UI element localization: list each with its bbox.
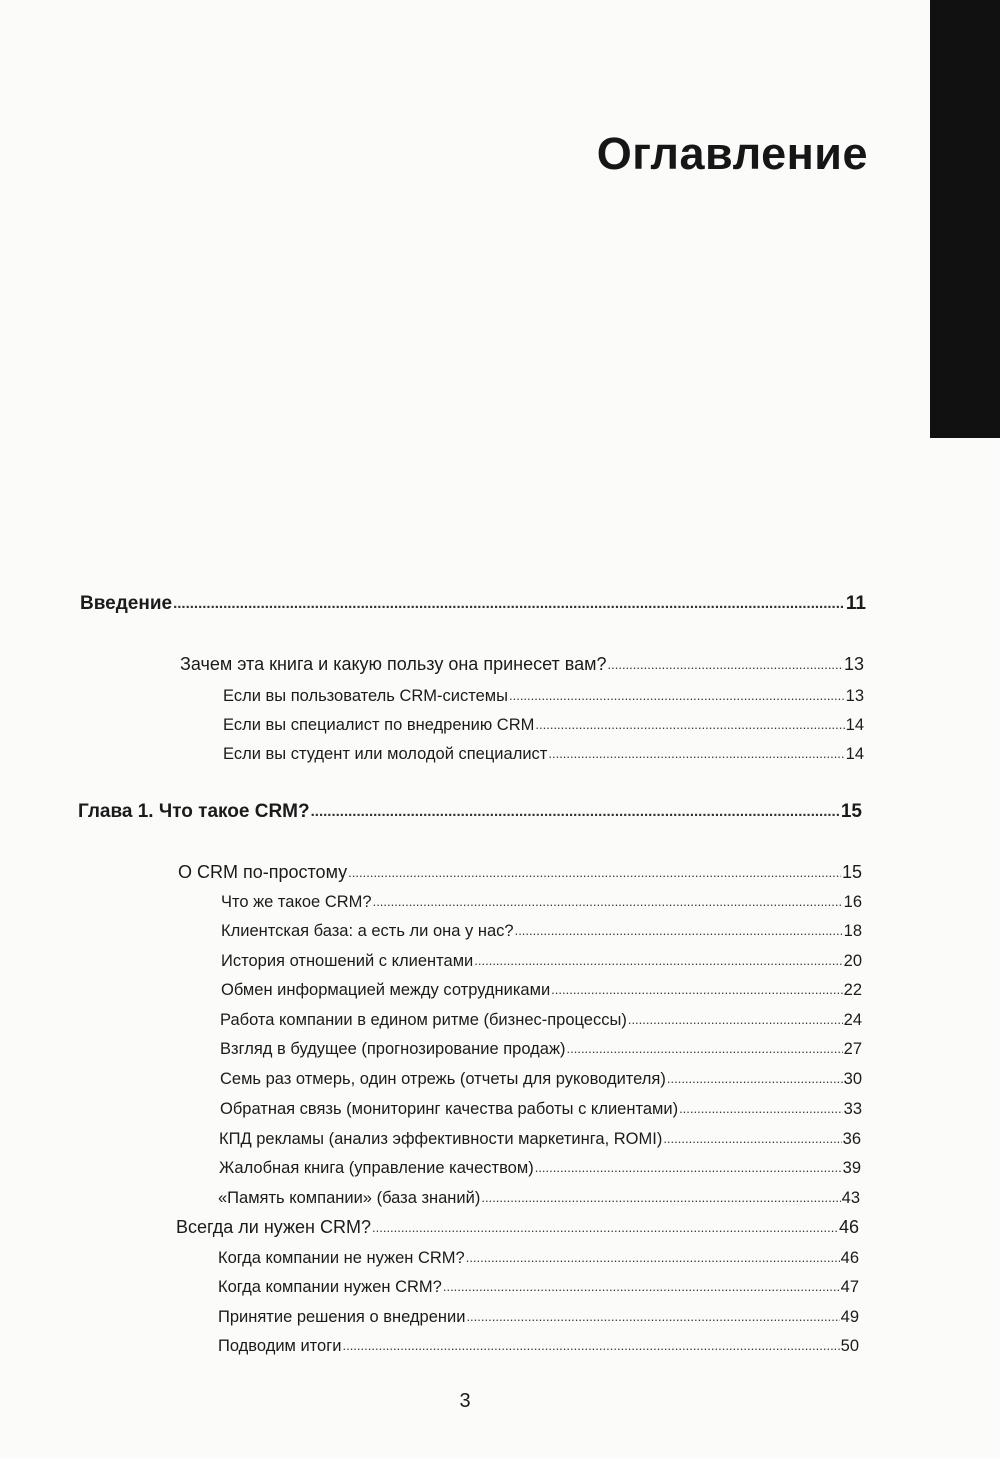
- toc-leader-dots: [551, 982, 842, 997]
- toc-entry-page: 18: [843, 922, 862, 940]
- toc-entry-page: 47: [840, 1278, 859, 1296]
- toc-leader-dots: [373, 894, 843, 909]
- toc-entry[interactable]: [218, 1337, 859, 1356]
- toc-leader-dots: [548, 746, 844, 761]
- toc-entry[interactable]: [221, 893, 862, 912]
- toc-entry-page: 43: [841, 1189, 860, 1207]
- toc-entry[interactable]: [178, 862, 862, 883]
- toc-entry-title: Когда компании нужен CRM?: [218, 1278, 442, 1296]
- toc-entry-page: 46: [838, 1217, 859, 1237]
- toc-leader-dots: [535, 1160, 842, 1175]
- toc-entry[interactable]: [223, 687, 864, 706]
- toc-entry[interactable]: [220, 1040, 862, 1059]
- toc-leader-dots: [628, 1012, 843, 1027]
- toc-leader-dots: [663, 1131, 841, 1146]
- page-title: Оглавление: [596, 128, 868, 179]
- toc-entry[interactable]: [219, 1159, 861, 1178]
- toc-entry-title: Подводим итоги: [218, 1337, 342, 1355]
- toc-entry[interactable]: [221, 922, 862, 941]
- toc-entry-title: Когда компании не нужен CRM?: [218, 1249, 465, 1267]
- toc-entry-title: «Память компании» (база знаний): [218, 1189, 481, 1207]
- toc-entry[interactable]: [78, 801, 862, 823]
- toc-entry[interactable]: [218, 1278, 859, 1297]
- toc-entry[interactable]: [176, 1217, 859, 1238]
- toc-leader-dots: [474, 953, 842, 968]
- toc-entry[interactable]: [221, 952, 862, 971]
- toc-entry[interactable]: [218, 1308, 859, 1327]
- toc-entry-title: Всегда ли нужен CRM?: [176, 1217, 371, 1237]
- toc-entry-page: 16: [843, 893, 862, 911]
- toc-entry-page: 46: [840, 1249, 859, 1267]
- toc-entry-page: 33: [843, 1100, 862, 1118]
- toc-leader-dots: [535, 717, 844, 732]
- toc-entry-page: 15: [841, 862, 862, 882]
- toc-entry-title: Семь раз отмерь, один отрежь (отчеты для руководителя): [220, 1070, 666, 1088]
- toc-leader-dots: [567, 1041, 843, 1056]
- toc-entry-title: Глава 1. Что такое CRM?: [78, 801, 310, 822]
- toc-entry-title: Взгляд в будущее (прогнозирование продаж): [220, 1040, 566, 1058]
- toc-leader-dots: [443, 1279, 840, 1294]
- toc-entry-title: Что же такое CRM?: [221, 893, 372, 911]
- toc-entry[interactable]: [219, 1130, 861, 1149]
- toc-entry[interactable]: [220, 1100, 862, 1119]
- toc-entry-page: 13: [843, 654, 864, 674]
- toc-entry[interactable]: [218, 1189, 860, 1208]
- toc-entry-title: Обмен информацией между сотрудниками: [221, 981, 551, 999]
- toc-entry-title: Принятие решения о внедрении: [218, 1308, 466, 1326]
- toc-leader-dots: [173, 595, 845, 612]
- toc-entry-title: Если вы специалист по внедрению CRM: [223, 716, 535, 734]
- toc-leader-dots: [342, 1338, 839, 1353]
- toc-leader-dots: [481, 1190, 840, 1205]
- toc-leader-dots: [515, 923, 843, 938]
- toc-entry[interactable]: [223, 745, 864, 764]
- toc-entry-page: 36: [842, 1130, 861, 1148]
- page-number: 3: [459, 1390, 471, 1412]
- toc-entry[interactable]: [80, 593, 866, 615]
- toc-entry-title: Жалобная книга (управление качеством): [219, 1159, 534, 1177]
- toc-entry[interactable]: [223, 716, 864, 735]
- toc-entry[interactable]: [220, 1011, 862, 1030]
- toc-entry-page: 11: [845, 593, 866, 614]
- toc-entry-page: 27: [843, 1040, 862, 1058]
- toc-leader-dots: [311, 803, 840, 820]
- toc-entry-title: История отношений с клиентами: [221, 952, 474, 970]
- toc-entry-page: 13: [845, 687, 864, 705]
- toc-entry[interactable]: [221, 981, 862, 1000]
- toc-entry-page: 30: [843, 1070, 862, 1088]
- toc-leader-dots: [509, 688, 845, 703]
- toc-entry-title: Клиентская база: а есть ли она у нас?: [221, 922, 514, 940]
- toc-entry-title: Если вы пользователь CRM-системы: [223, 687, 508, 705]
- toc-entry-page: 20: [843, 952, 862, 970]
- toc-leader-dots: [372, 1220, 838, 1235]
- toc-entry[interactable]: [218, 1249, 859, 1268]
- toc-entry-page: 49: [840, 1308, 859, 1326]
- toc-leader-dots: [667, 1071, 843, 1086]
- toc-entry-page: 39: [842, 1159, 861, 1177]
- toc-entry-title: Зачем эта книга и какую пользу она принесет вам?: [180, 654, 607, 674]
- toc-entry-page: 14: [845, 716, 864, 734]
- toc-leader-dots: [466, 1309, 839, 1324]
- toc-entry-title: Введение: [80, 593, 173, 614]
- page-edge-tab: [930, 0, 1000, 438]
- toc-entry-title: Если вы студент или молодой специалист: [223, 745, 548, 763]
- toc-entry-title: Обратная связь (мониторинг качества работы с клиентами): [220, 1100, 679, 1118]
- toc-leader-dots: [348, 865, 841, 880]
- toc-entry-title: Работа компании в едином ритме (бизнес-процессы): [220, 1011, 627, 1029]
- toc-entry-page: 15: [840, 801, 862, 822]
- toc-entry[interactable]: [220, 1070, 862, 1089]
- toc-entry[interactable]: [180, 654, 864, 675]
- toc-leader-dots: [608, 657, 843, 672]
- toc-entry-page: 50: [840, 1337, 859, 1355]
- toc-leader-dots: [466, 1250, 840, 1265]
- toc-leader-dots: [679, 1101, 843, 1116]
- toc-entry-page: 14: [845, 745, 864, 763]
- toc-entry-page: 22: [843, 981, 862, 999]
- toc-entry-title: О CRM по-простому: [178, 862, 348, 882]
- toc-entry-page: 24: [843, 1011, 862, 1029]
- toc-entry-title: КПД рекламы (анализ эффективности маркетинга, ROMI): [219, 1130, 663, 1148]
